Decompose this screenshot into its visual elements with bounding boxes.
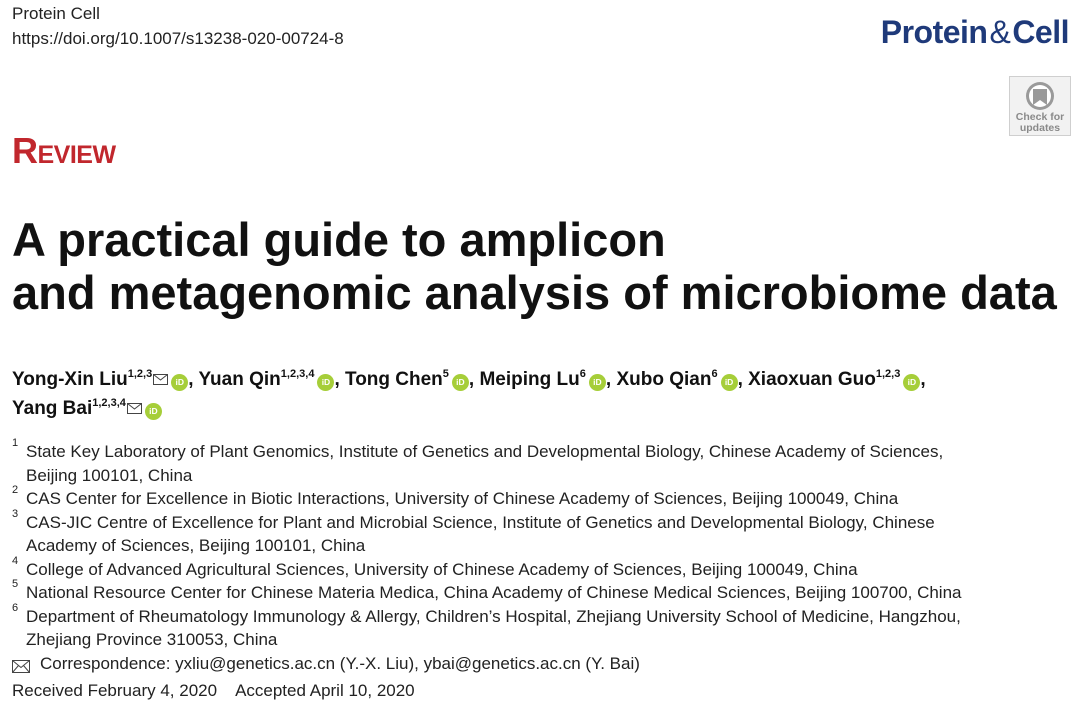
affiliation [12, 578, 1080, 605]
author-affiliation-numbers: 1,2,3 [875, 368, 901, 380]
affiliation-number: 2 [12, 484, 19, 496]
affiliation [12, 554, 1080, 582]
author-name[interactable]: Tong Chen [345, 369, 443, 390]
orcid-icon[interactable]: iD [452, 374, 469, 391]
article-title [12, 213, 1080, 319]
author-name[interactable]: Xiaoxuan Guo [748, 369, 876, 390]
author-separator: , [188, 369, 199, 390]
affiliation-line: National Resource Center for Chinese Materia Medica, China Academy of Chinese Medical Sciences, Beijing 100700, China [26, 583, 962, 602]
author-separator: , [468, 369, 480, 390]
journal-logo [881, 14, 1069, 51]
check-updates-line1: Check for [1015, 111, 1065, 123]
author-affiliation-numbers: 1,2,3,4 [92, 397, 126, 409]
author-name[interactable]: Yong-Xin Liu [12, 369, 128, 390]
orcid-icon[interactable]: iD [317, 374, 334, 391]
author-separator: , [605, 369, 617, 390]
author [345, 369, 469, 390]
envelope-icon[interactable] [153, 365, 168, 394]
title-line: A practical guide to amplicon [12, 213, 666, 266]
affiliation-line: Academy of Sciences, Beijing 100101, China [26, 536, 366, 555]
affiliation-line: CAS-JIC Centre of Excellence for Plant and Microbial Science, Institute of Genetics and Developmental Biology, Chinese [26, 512, 935, 532]
section-label: Review [12, 130, 116, 171]
title-line: and metagenomic analysis of microbiome data [12, 266, 1057, 319]
author-affiliation-numbers: 1,2,3,4 [280, 368, 315, 380]
correspondence-text: Correspondence: yxliu@genetics.ac.cn (Y.-X. Liu), ybai@genetics.ac.cn (Y. Bai) [40, 653, 640, 673]
author [12, 398, 162, 419]
correspondence [12, 652, 1080, 676]
logo-word-protein: Protein [880, 14, 988, 50]
author-name[interactable]: Yuan Qin [198, 369, 281, 390]
author-affiliation-numbers: 6 [711, 368, 718, 380]
author [198, 369, 334, 390]
received-date: Received February 4, 2020 [12, 681, 218, 700]
author-separator: , [737, 369, 749, 390]
article-dates [12, 681, 415, 701]
affiliation-number: 1 [12, 437, 19, 449]
journal-name: Protein Cell [12, 4, 100, 23]
affiliation-number: 3 [12, 507, 19, 520]
author [12, 369, 188, 390]
author-name[interactable]: Xubo Qian [616, 369, 712, 390]
check-updates-icon [1025, 81, 1055, 111]
affiliation-line: Department of Rheumatology Immunology & Allergy, Children’s Hospital, Zhejiang University School of Medicine, Hangzhou, [26, 606, 961, 626]
accepted-date: Accepted April 10, 2020 [235, 681, 415, 700]
affiliation-line: Beijing 100101, China [26, 465, 193, 485]
affiliation [12, 437, 1080, 487]
check-for-updates-button[interactable] [1009, 76, 1071, 136]
affiliation [12, 484, 1080, 511]
author-affiliation-numbers: 6 [579, 368, 586, 380]
orcid-icon[interactable]: iD [589, 374, 606, 391]
author [479, 369, 605, 390]
affiliation-number: 5 [12, 578, 19, 590]
author-separator: , [920, 369, 926, 390]
orcid-icon[interactable]: iD [145, 403, 162, 420]
affiliation-line: College of Advanced Agricultural Sciences, University of Chinese Academy of Sciences, Beijing 100049, China [26, 559, 858, 579]
author-name[interactable]: Yang Bai [12, 398, 93, 419]
affiliation [12, 507, 1080, 558]
author [748, 369, 920, 390]
author-name[interactable]: Meiping Lu [479, 369, 580, 390]
author [616, 369, 737, 390]
orcid-icon[interactable]: iD [903, 374, 920, 391]
affiliation-line: State Key Laboratory of Plant Genomics, Institute of Genetics and Developmental Biology, Chinese Academy of Sciences, [26, 442, 944, 461]
check-updates-line2: updates [1019, 122, 1061, 134]
envelope-icon[interactable] [127, 394, 142, 423]
doi-link[interactable]: https://doi.org/10.1007/s13238-020-00724-8 [12, 29, 344, 48]
envelope-icon [12, 656, 30, 680]
affiliation-line: Zhejiang Province 310053, China [26, 630, 278, 649]
logo-word-cell: Cell [1012, 14, 1069, 50]
author-affiliation-numbers: 5 [442, 368, 449, 380]
orcid-icon[interactable]: iD [171, 374, 188, 391]
author-separator: , [334, 369, 345, 390]
affiliation [12, 601, 1080, 652]
affiliation-list [12, 437, 1080, 675]
author-list [12, 365, 1080, 423]
orcid-icon[interactable]: iD [721, 374, 738, 391]
affiliation-line: CAS Center for Excellence in Biotic Interactions, University of Chinese Academy of Sciences, Beijing 100049, China [26, 489, 899, 508]
logo-ampersand: & [989, 14, 1011, 50]
affiliation-number: 6 [12, 601, 19, 614]
affiliation-number: 4 [12, 554, 19, 567]
author-affiliation-numbers: 1,2,3 [127, 368, 153, 380]
